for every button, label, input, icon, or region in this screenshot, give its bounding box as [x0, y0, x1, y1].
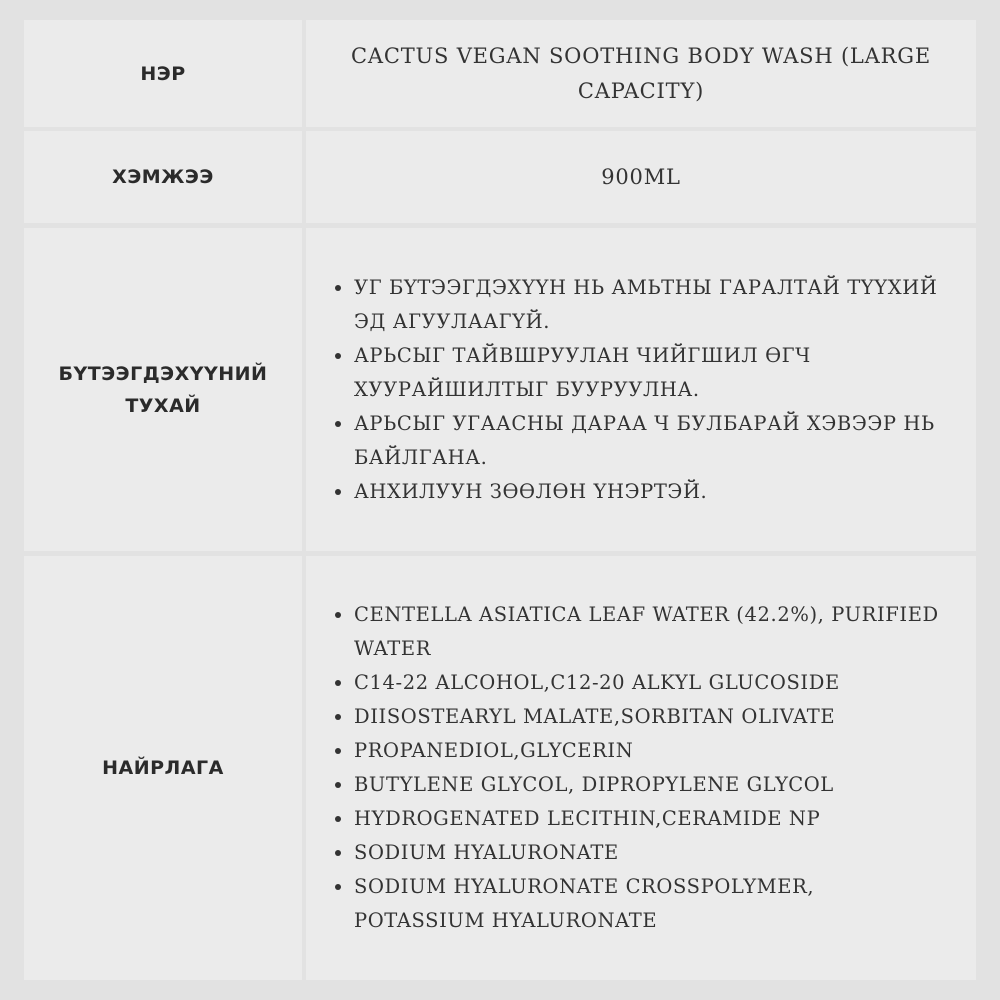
ingredients-value-cell	[306, 556, 976, 980]
product-name: CACTUS VEGAN SOOTHING BODY WASH (LARGE CAPACITY)	[351, 43, 931, 103]
list-item: DIISOSTEARYL MALATE,SORBITAN OLIVATE	[354, 700, 948, 734]
list-item: SODIUM HYALURONATE	[354, 836, 948, 870]
about-label: БҮТЭЭГДЭХҮҮНИЙ ТУХАЙ	[58, 362, 268, 417]
about-value-cell	[306, 228, 976, 551]
about-list	[306, 271, 976, 509]
name-label-cell	[24, 20, 302, 127]
list-item: SODIUM HYALURONATE CROSSPOLYMER, POTASSIUM HYALURONATE	[354, 870, 948, 938]
list-item: АРЬСЫГ УГААСНЫ ДАРАА Ч БУЛБАРАЙ ХЭВЭЭР НЬ БАЙЛГАНА.	[354, 407, 962, 475]
product-size: 900ML	[601, 164, 681, 189]
name-label: НЭР	[140, 62, 186, 85]
list-item: PROPANEDIOL,GLYCERIN	[354, 734, 948, 768]
list-item: УГ БҮТЭЭГДЭХҮҮН НЬ АМЬТНЫ ГАРАЛТАЙ ТҮҮХИЙ ЭД АГУУЛААГҮЙ.	[354, 271, 962, 339]
ingredients-label: НАЙРЛАГА	[102, 757, 224, 779]
size-value-cell	[306, 131, 976, 223]
size-label: ХЭМЖЭЭ	[112, 166, 214, 188]
list-item: HYDROGENATED LECITHIN,CERAMIDE NP	[354, 802, 948, 836]
list-item: АНХИЛУУН ЗӨӨЛӨН ҮНЭРТЭЙ.	[354, 475, 962, 509]
size-label-cell	[24, 131, 302, 223]
ingredients-label-cell	[24, 556, 302, 980]
list-item: BUTYLENE GLYCOL, DIPROPYLENE GLYCOL	[354, 768, 948, 802]
list-item: CENTELLA ASIATICA LEAF WATER (42.2%), PURIFIED WATER	[354, 598, 948, 666]
list-item: C14-22 ALCOHOL,C12-20 ALKYL GLUCOSIDE	[354, 666, 948, 700]
about-label-cell	[24, 228, 302, 551]
ingredients-list	[306, 598, 976, 938]
list-item: АРЬСЫГ ТАЙВШРУУЛАН ЧИЙГШИЛ ӨГЧ ХУУРАЙШИЛТЫГ БУУРУУЛНА.	[354, 339, 962, 407]
name-value-cell	[306, 20, 976, 127]
